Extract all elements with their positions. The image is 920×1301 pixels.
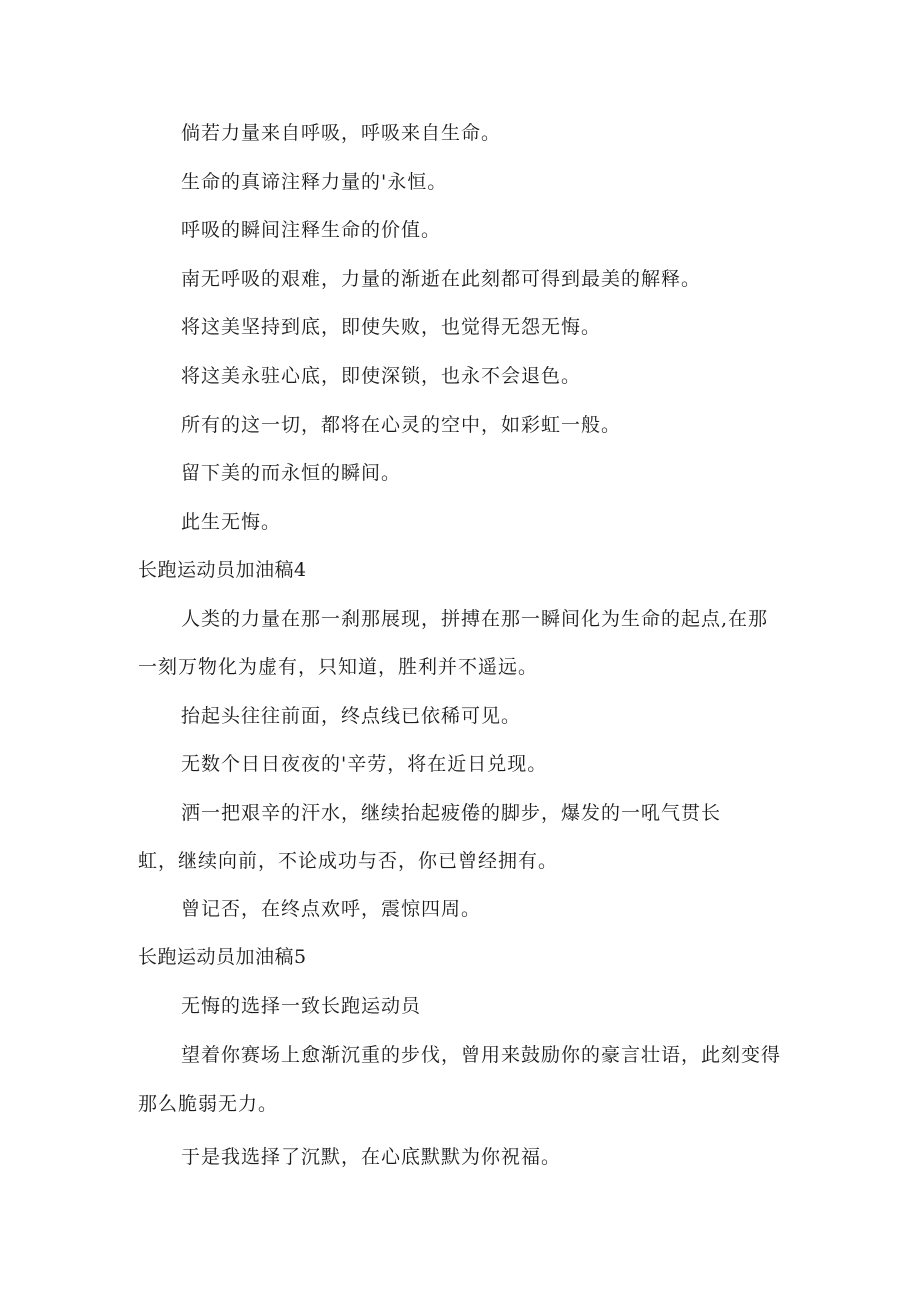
paragraph: 倘若力量来自呼吸，呼吸来自生命。 (181, 122, 502, 144)
section-heading: 长跑运动员加油稿5 (138, 946, 307, 968)
paragraph-line: 无数个日日夜夜的'辛劳，将在近日兑现。 (181, 753, 548, 775)
paragraph: 将这美永驻心底，即使深锁，也永不会退色。 (181, 365, 582, 387)
paragraph: 南无呼吸的艰难，力量的渐逝在此刻都可得到最美的解释。 (181, 268, 702, 290)
paragraph: 留下美的而永恒的瞬间。 (181, 462, 402, 484)
paragraph-line: 一刻万物化为虚有，只知道，胜利并不遥远。 (138, 656, 539, 678)
paragraph-line: 于是我选择了沉默，在心底默默为你祝福。 (181, 1146, 562, 1168)
paragraph: 所有的这一切，都将在心灵的空中，如彩虹一般。 (181, 414, 622, 436)
paragraph-line: 无悔的选择一致长跑运动员 (181, 995, 422, 1017)
paragraph: 呼吸的瞬间注释生命的价值。 (181, 219, 442, 241)
paragraph-line: 虹，继续向前，不论成功与否，你已曾经拥有。 (138, 850, 559, 872)
paragraph: 此生无悔。 (181, 511, 282, 533)
paragraph-line: 洒一把艰辛的汗水，继续抬起疲倦的脚步，爆发的一吼气贯长 (181, 802, 722, 824)
paragraph-line: 那么脆弱无力。 (138, 1093, 279, 1115)
paragraph: 生命的真谛注释力量的'永恒。 (181, 171, 448, 193)
paragraph-line: 望着你赛场上愈渐沉重的步伐，曾用来鼓励你的豪言壮语，此刻变得 (181, 1044, 782, 1066)
paragraph-line: 人类的力量在那一刹那展现，拼搏在那一瞬间化为生命的起点,在那 (181, 608, 769, 630)
paragraph: 将这美坚持到底，即使失败，也觉得无怨无悔。 (181, 316, 602, 338)
section-heading: 长跑运动员加油稿4 (138, 559, 307, 581)
paragraph-line: 曾记否，在终点欢呼，震惊四周。 (181, 898, 482, 920)
paragraph-line: 抬起头往往前面，终点线已依稀可见。 (181, 705, 522, 727)
